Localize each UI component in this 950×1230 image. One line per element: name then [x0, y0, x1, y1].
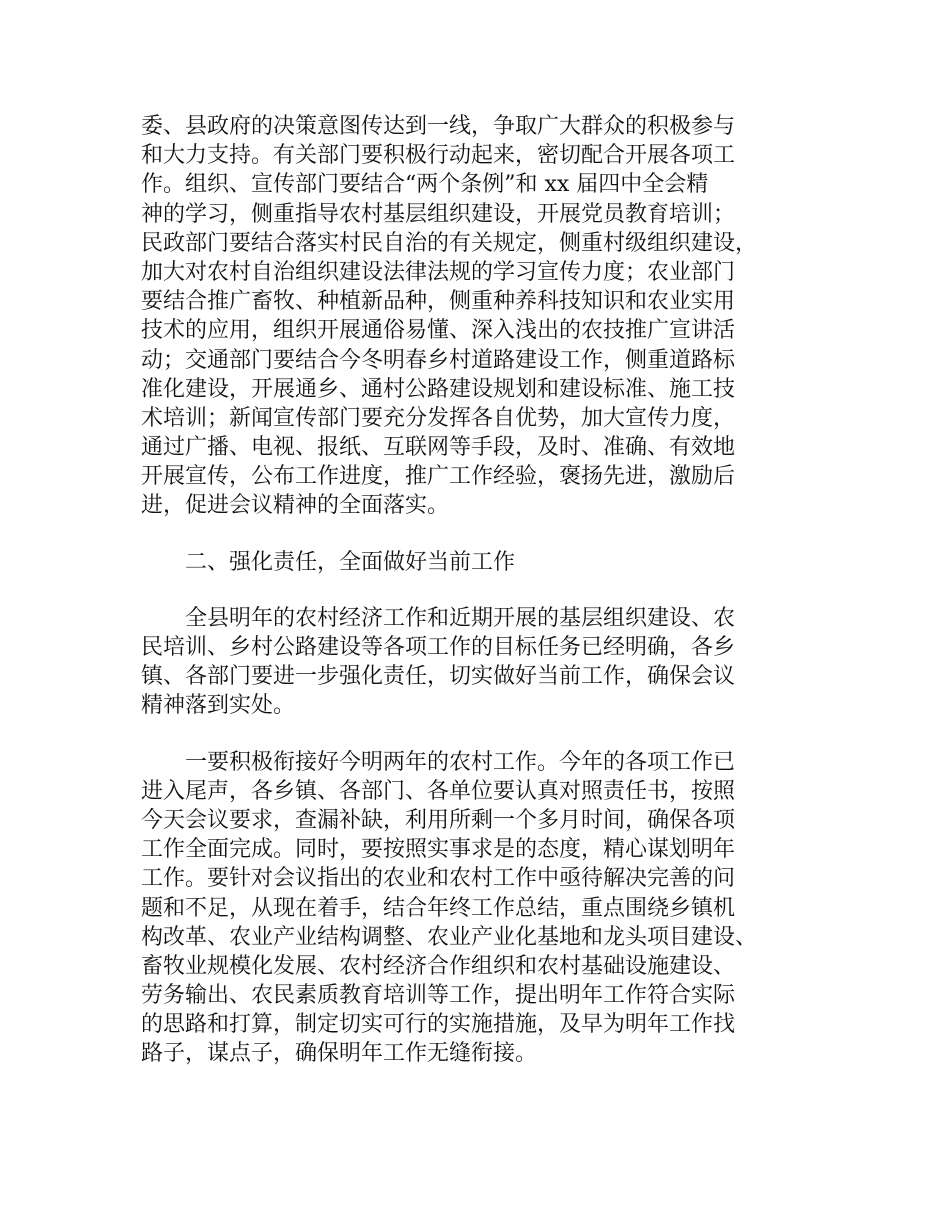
paragraph-2 — [141, 604, 831, 721]
text-line: 镇、各部门要进一步强化责任，切实做好当前工作，确保会议 — [141, 664, 736, 690]
text-line: 进入尾声，各乡镇、各部门、各单位要认真对照责任书，按照 — [141, 778, 736, 804]
text-line: 全县明年的农村经济工作和近期开展的基层组织建设、农 — [141, 605, 736, 631]
paragraph-spacer — [141, 521, 831, 548]
text-line: 劳务输出、农民素质教育培训等工作，提出明年工作符合实际 — [141, 983, 736, 1009]
text-line: 加大对农村自治组织建设法律法规的学习宣传力度；农业部门 — [141, 259, 736, 285]
text-line: 路子，谋点子，确保明年工作无缝衔接。 — [141, 1041, 538, 1067]
paragraph-spacer — [141, 721, 831, 748]
text-line: 开展宣传，公布工作进度，推广工作经验，褒扬先进，激励后 — [141, 464, 736, 490]
paragraph-3 — [141, 748, 831, 1069]
text-line: 民培训、乡村公路建设等各项工作的目标任务已经明确，各乡 — [141, 635, 736, 660]
text-line: 作。组织、宣传部门要结合“两个条例”和 xx 届四中全会精 — [141, 172, 709, 198]
text-line: 民政部门要结合落实村民自治的有关规定，侧重村级组织建设， — [141, 230, 758, 256]
text-line: 精神落到实处。 — [141, 693, 296, 719]
text-line: 动；交通部门要结合今冬明春乡村道路建设工作，侧重道路标 — [141, 347, 736, 373]
text-line: 要结合推广畜牧、种植新品种，侧重种养科技知识和农业实用 — [141, 289, 736, 315]
document-body — [141, 112, 831, 1069]
text-line: 今天会议要求，查漏补缺，利用所剩一个多月时间，确保各项 — [141, 807, 736, 833]
paragraph-spacer — [141, 577, 831, 604]
text-line: 构改革、农业产业结构调整、农业产业化基地和龙头项目建设、 — [141, 924, 758, 950]
text-line: 工作全面完成。同时，要按照实事求是的态度，精心谋划明年 — [141, 837, 736, 863]
text-line: 进，促进会议精神的全面落实。 — [141, 493, 450, 519]
text-line: 技术的应用，组织开展通俗易懂、深入浅出的农技推广宣讲活 — [141, 318, 736, 344]
text-line: 畜牧业规模化发展、农村经济合作组织和农村基础设施建设、 — [141, 953, 736, 979]
text-line: 工作。要针对会议指出的农业和农村工作中亟待解决完善的问 — [141, 866, 736, 892]
text-line: 委、县政府的决策意图传达到一线，争取广大群众的积极参与 — [141, 114, 736, 139]
text-line: 准化建设，开展通乡、通村公路建设规划和建设标准、施工技 — [141, 376, 736, 402]
text-line: 神的学习，侧重指导农村基层组织建设，开展党员教育培训； — [141, 201, 736, 227]
text-line: 的思路和打算，制定切实可行的实施措施，及早为明年工作找 — [141, 1012, 736, 1038]
section-heading — [141, 548, 831, 577]
text-line: 通过广播、电视、报纸、互联网等手段，及时、准确、有效地 — [141, 435, 736, 461]
text-line: 和大力支持。有关部门要积极行动起来，密切配合开展各项工 — [141, 143, 736, 169]
paragraph-1 — [141, 112, 831, 521]
text-line: 题和不足，从现在着手，结合年终工作总结，重点围绕乡镇机 — [141, 895, 736, 921]
text-line: 一要积极衔接好今明两年的农村工作。今年的各项工作已 — [141, 749, 736, 775]
heading-line: 二、强化责任，全面做好当前工作 — [141, 549, 516, 575]
text-line: 术培训；新闻宣传部门要充分发挥各自优势，加大宣传力度， — [141, 405, 736, 431]
